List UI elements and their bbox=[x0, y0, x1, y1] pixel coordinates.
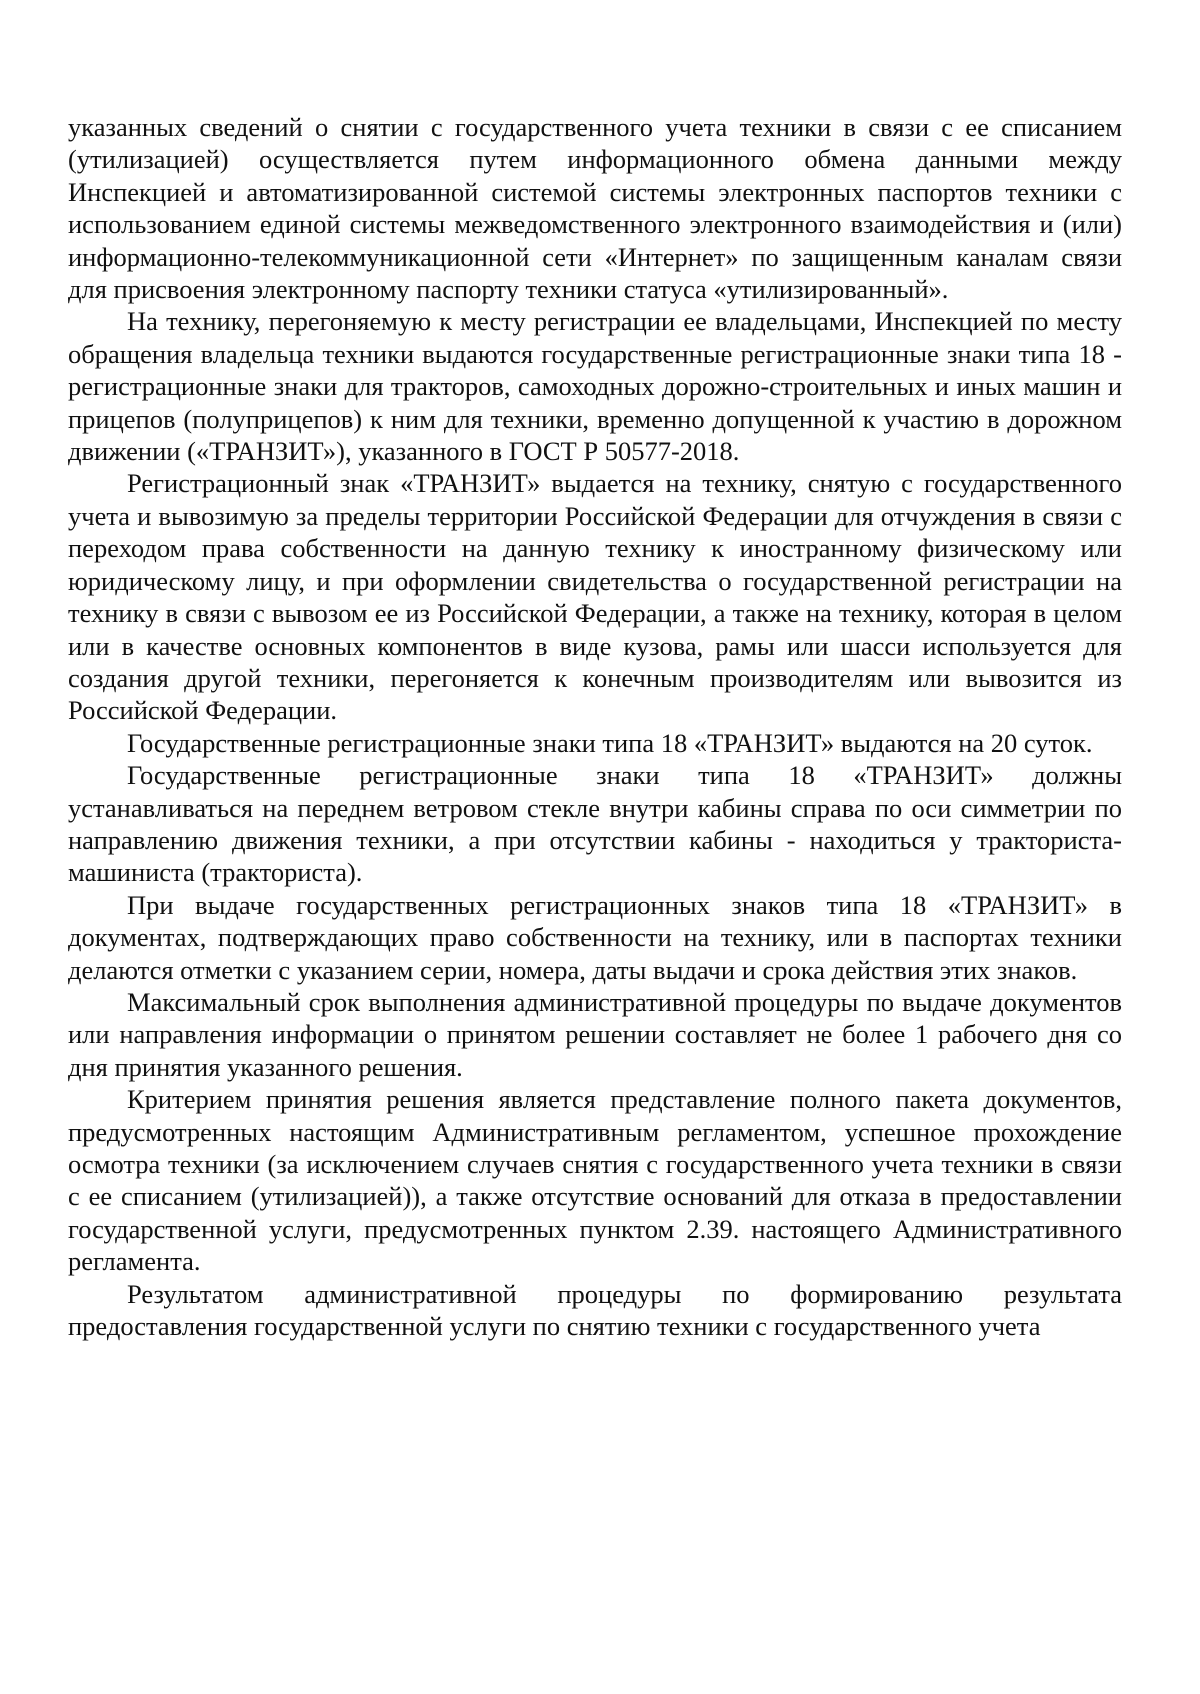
paragraph-9: Результатом административной процедуры по формированию результата предоставления государственной услуги по снятию техники с государственного учета bbox=[68, 1278, 1122, 1342]
paragraph-3: Регистрационный знак «ТРАНЗИТ» выдается на технику, снятую с государственного учета и вывозимую за пределы территории Российской Федерации для отчуждения в связи с переходом права собственности на данную технику к иностранному физическому или юридическому лицу, и при оформлении свидетельства о государственной регистрации на технику в связи с вывозом ее из Российской Федерации, а также на технику, которая в целом или в качестве основных компонентов в виде кузова, рамы или шасси используется для создания другой техники, перегоняется к конечным производителям или вывозится из Российской Федерации. bbox=[68, 468, 1122, 726]
paragraph-7: Максимальный срок выполнения административной процедуры по выдаче документов или направления информации о принятом решении составляет не более 1 рабочего дня со дня принятия указанного решения. bbox=[68, 986, 1122, 1082]
paragraph-8: Критерием принятия решения является представление полного пакета документов, предусмотренных настоящим Административным регламентом, успешное прохождение осмотра техники (за исключением случаев снятия с государственного учета техники в связи с ее списанием (утилизацией)), а также отсутствие оснований для отказа в предоставлении государственной услуги, предусмотренных пунктом 2.39. настоящего Административного регламента. bbox=[68, 1084, 1122, 1277]
paragraph-4: Государственные регистрационные знаки типа 18 «ТРАНЗИТ» выдаются на 20 суток. bbox=[127, 727, 1093, 758]
paragraph-5: Государственные регистрационные знаки типа 18 «ТРАНЗИТ» должны устанавливаться на переднем ветровом стекле внутри кабины справа по оси симметрии по направлению движения техники, а при отсутствии кабины - находиться у тракториста-машиниста (тракториста). bbox=[68, 760, 1122, 888]
paragraph-6: При выдаче государственных регистрационных знаков типа 18 «ТРАНЗИТ» в документах, подтверждающих право собственности на технику, или в паспортах техники делаются отметки с указанием серии, номера, даты выдачи и срока действия этих знаков. bbox=[68, 889, 1122, 985]
paragraph-2: На технику, перегоняемую к месту регистрации ее владельцами, Инспекцией по месту обращения владельца техники выдаются государственные регистрационные знаки типа 18 - регистрационные знаки для тракторов, самоходных дорожно-строительных и иных машин и прицепов (полуприцепов) к ним для техники, временно допущенной к участию в дорожном движении («ТРАНЗИТ»), указанного в ГОСТ Р 50577-2018. bbox=[68, 306, 1122, 467]
paragraph-1: указанных сведений о снятии с государственного учета техники в связи с ее списанием (утилизацией) осуществляется путем информационного обмена данными между Инспекцией и автоматизированной системой системы электронных паспортов техники с использованием единой системы межведомственного электронного взаимодействия и (или) информационно-телекоммуникационной сети «Интернет» по защищенным каналам связи для присвоения электронному паспорту техники статуса «утилизированный». bbox=[68, 112, 1122, 305]
document-page bbox=[68, 111, 1122, 1342]
